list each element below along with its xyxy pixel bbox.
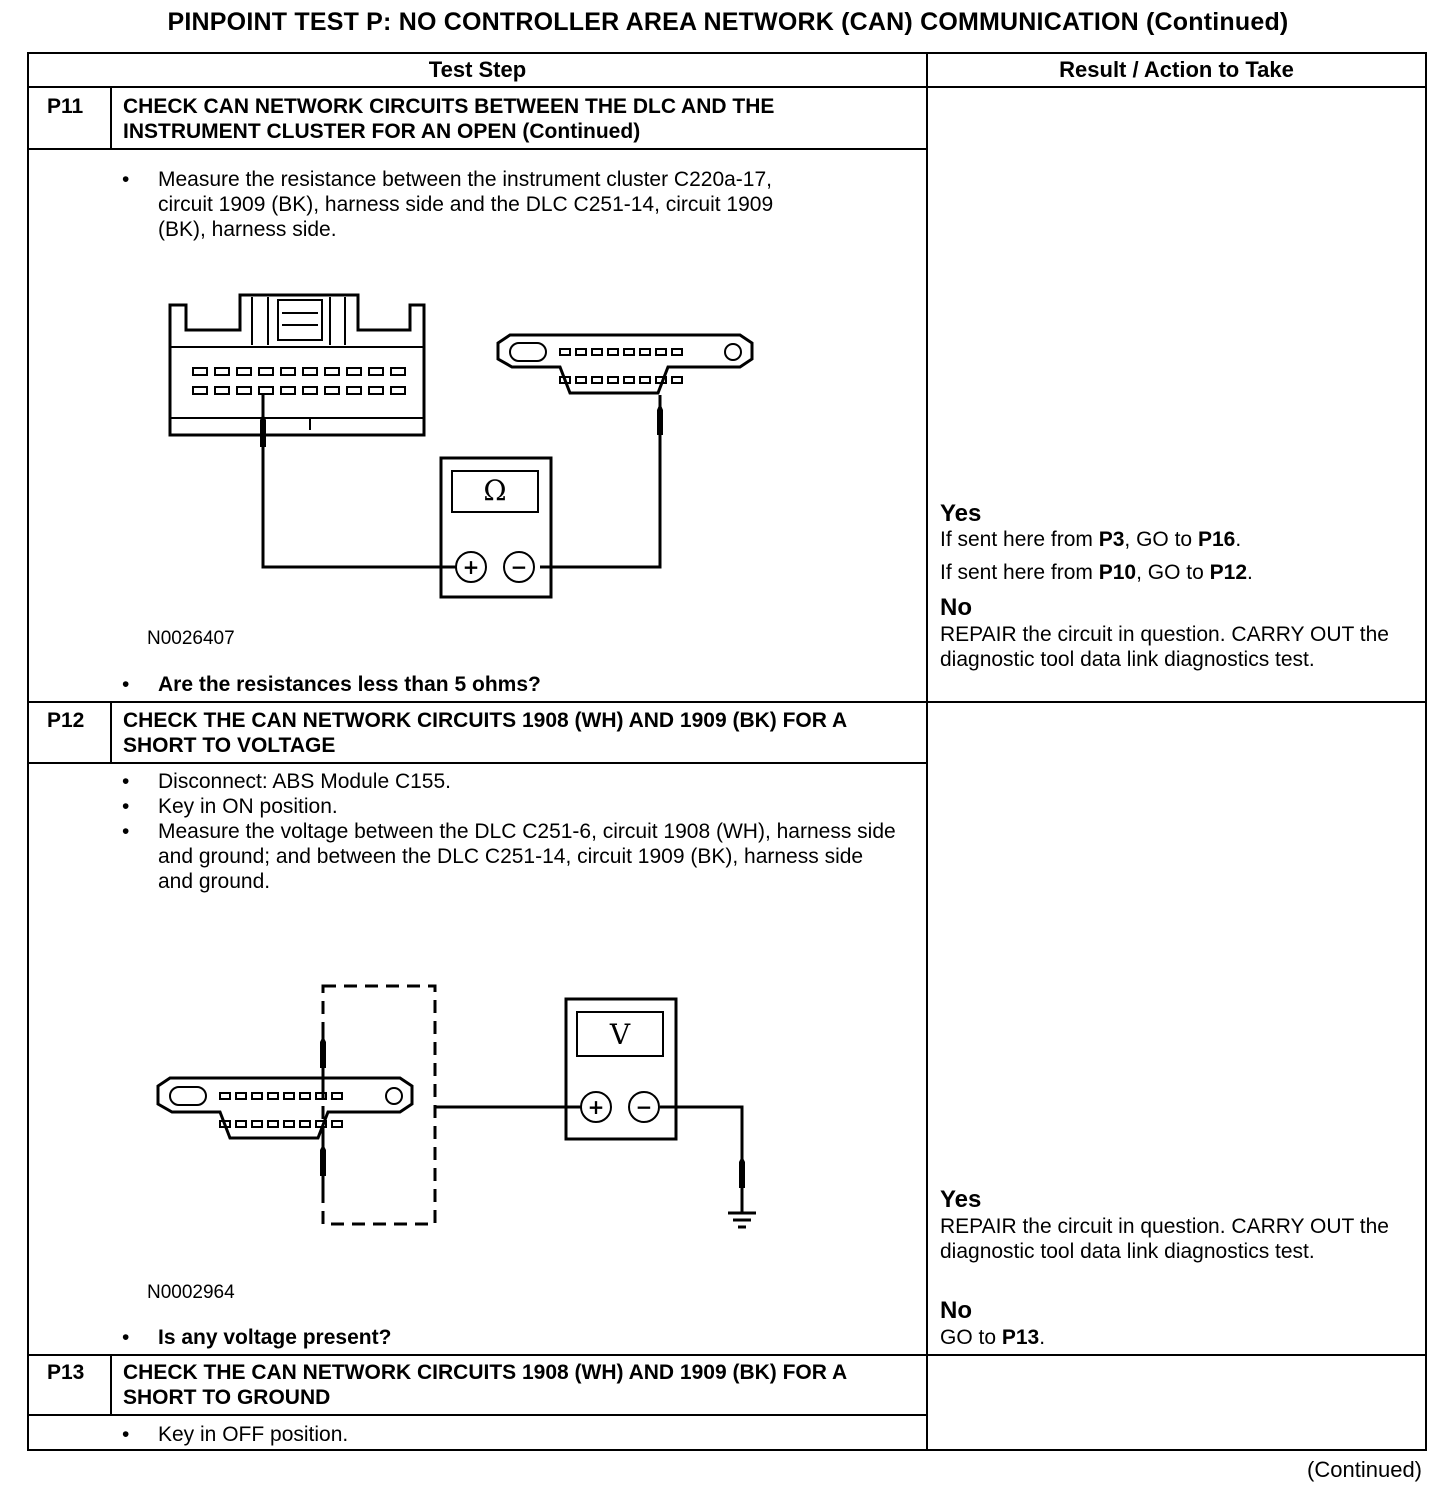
title-rule-p13: [27, 1414, 927, 1416]
continued-footer: (Continued): [1307, 1457, 1422, 1482]
bullet-text: Measure the resistance between the instrument cluster C220a-17, circuit 1909 (BK), harness side and the DLC C251-14, circuit 1909 (BK), harness side.: [158, 168, 774, 241]
step-ref: P16: [1197, 528, 1236, 551]
result-no-text-p11: REPAIR the circuit in question. CARRY OUT the diagnostic tool data link diagnostics test.: [940, 623, 1389, 671]
result-yes-line1-p11: If sent here from P3, GO to P16.: [940, 528, 1242, 551]
step-ref: P3: [1098, 528, 1125, 551]
result-yes-p12: Yes: [940, 1186, 982, 1213]
instrument-cluster-connector: [170, 295, 424, 435]
bullet-dot: •: [122, 168, 130, 191]
figure-id-p11: N0026407: [147, 628, 235, 649]
bullet-p12-2: [122, 794, 892, 819]
dlc-connector: [158, 1078, 412, 1138]
meter-plus-label: +: [462, 555, 480, 579]
step-ref: P10: [1098, 561, 1137, 584]
meter-plus-label: +: [587, 1095, 605, 1119]
step-id-p12: P12: [47, 709, 85, 732]
column-divider: [926, 52, 928, 1451]
meter-minus-label: −: [510, 555, 528, 579]
bullet-dot: •: [122, 795, 130, 818]
meter-symbol-ohm: Ω: [483, 474, 507, 507]
step-ref: P12: [1209, 561, 1248, 584]
bullet-text: Key in OFF position.: [158, 1423, 349, 1446]
bullet-text: Measure the voltage between the DLC C251-6, circuit 1908 (WH), harness side and ground; and between the DLC C251-14, circuit 1909 (BK), harness side and ground.: [158, 820, 896, 893]
ground-symbol: [728, 1188, 756, 1227]
dlc-pin-box: [323, 986, 435, 1224]
question-p12: [122, 1325, 892, 1350]
bullet-dot: •: [122, 770, 130, 793]
step-title-p13: CHECK THE CAN NETWORK CIRCUITS 1908 (WH) AND 1909 (BK) FOR A SHORT TO GROUND: [123, 1361, 847, 1409]
bullet-dot: •: [122, 1423, 130, 1446]
result-no-p11: No: [940, 594, 972, 621]
header-rule: [27, 86, 1427, 88]
result-yes-text-p12: REPAIR the circuit in question. CARRY OUT the diagnostic tool data link diagnostics test.: [940, 1215, 1389, 1263]
figure-id-p12: N0002964: [147, 1282, 235, 1303]
id-divider-p13: [110, 1354, 112, 1416]
title-rule-p12: [27, 762, 927, 764]
dlc-connector: [498, 335, 752, 393]
figure-resistance-measurement: [160, 285, 760, 605]
row-rule-p13: [27, 1354, 1427, 1356]
bullet-p13-1: [122, 1422, 892, 1447]
id-divider-p12: [110, 701, 112, 764]
header-result-action: Result / Action to Take: [1059, 57, 1294, 82]
step-id-p13: P13: [47, 1361, 85, 1384]
result-yes-p11: Yes: [940, 500, 982, 527]
bullet-dot: •: [122, 673, 130, 696]
question-text: Is any voltage present?: [158, 1326, 392, 1349]
step-id-p11: P11: [47, 95, 84, 118]
question-text: Are the resistances less than 5 ohms?: [158, 673, 541, 696]
id-divider-p11: [110, 86, 112, 150]
figure-voltage-measurement: [150, 980, 770, 1240]
step-title-p12: CHECK THE CAN NETWORK CIRCUITS 1908 (WH) AND 1909 (BK) FOR A SHORT TO VOLTAGE: [123, 709, 847, 757]
bullet-text: Disconnect: ABS Module C155.: [158, 770, 451, 793]
meter-symbol-volt: V: [609, 1018, 631, 1051]
bullet-text: Key in ON position.: [158, 795, 338, 818]
page-title: PINPOINT TEST P: NO CONTROLLER AREA NETWORK (CAN) COMMUNICATION (Continued): [167, 8, 1289, 36]
title-rule-p11: [27, 148, 927, 150]
meter-minus-label: −: [635, 1095, 653, 1119]
result-no-text-p12: GO to P13.: [940, 1326, 1046, 1349]
bullet-p12-1: [122, 769, 892, 794]
row-rule-p12: [27, 701, 1427, 703]
result-yes-line2-p11: If sent here from P10, GO to P12.: [940, 561, 1253, 584]
header-test-step: Test Step: [428, 57, 527, 82]
bullet-dot: •: [122, 1326, 130, 1349]
result-no-p12: No: [940, 1297, 972, 1324]
step-ref: P13: [1001, 1326, 1040, 1349]
step-title-p11: CHECK CAN NETWORK CIRCUITS BETWEEN THE DLC AND THE INSTRUMENT CLUSTER FOR AN OPEN (Continued): [123, 95, 775, 143]
bullet-p11-1: [122, 167, 892, 247]
bullet-p12-3: [122, 819, 896, 899]
question-p11: [122, 672, 892, 697]
bullet-dot: •: [122, 820, 130, 843]
